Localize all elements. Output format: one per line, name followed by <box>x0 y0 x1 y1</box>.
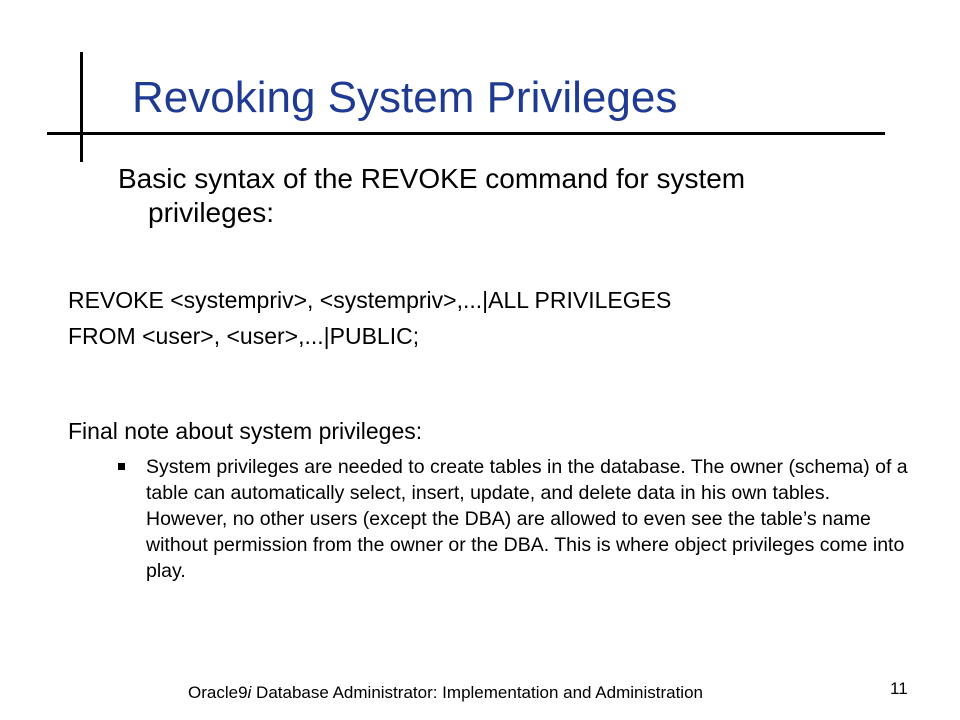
horizontal-rule <box>47 132 885 135</box>
footer-product-italic: i <box>247 683 252 702</box>
syntax-line-from: FROM <user>, <user>,...|PUBLIC; <box>68 323 420 349</box>
square-bullet-icon <box>118 463 125 470</box>
final-note-heading: Final note about system privileges: <box>68 418 423 444</box>
syntax-block <box>68 282 671 354</box>
bullet-list <box>118 454 908 584</box>
syntax-line-revoke: REVOKE <systempriv>, <systempriv>,...|ALL PRIVILEGES <box>68 287 672 313</box>
footer-product-prefix: Oracle9 <box>188 683 248 702</box>
list-item <box>118 454 908 584</box>
page-number: 11 <box>890 679 908 698</box>
intro-text: Basic syntax of the REVOKE command for system privileges: <box>118 163 746 228</box>
slide-title: Revoking System Privileges <box>132 73 678 122</box>
vertical-rule <box>80 52 83 162</box>
footer-text <box>188 682 703 704</box>
bullet-text: System privileges are needed to create tables in the database. The owner (schema) of a table can automatically select, insert, update, and delete data in his own tables. However, no other users (except the DBA) are allowed to even see the table’s name without permission from the owner or the DBA. This is where object privileges come into play. <box>146 456 908 582</box>
footer-product-suffix: Database Administrator: Implementation and Administration <box>251 683 703 702</box>
